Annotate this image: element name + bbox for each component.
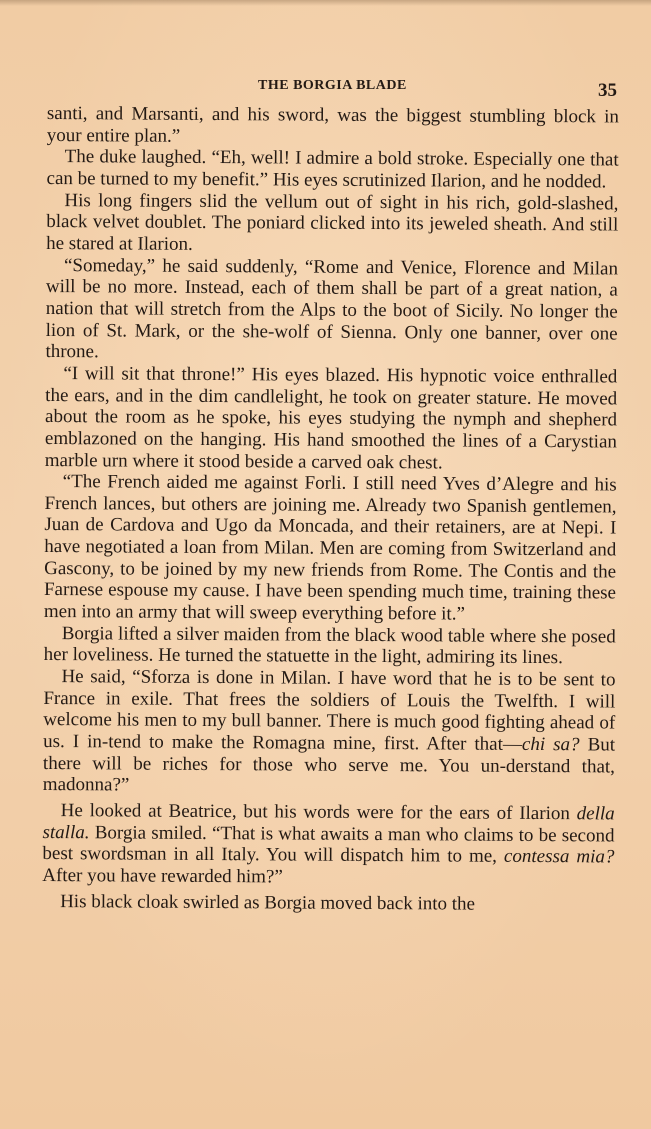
- paragraph-10: His black cloak swirled as Borgia moved back into the: [60, 890, 476, 915]
- page-number: 35: [598, 80, 617, 101]
- paragraph-8-italic: chi sa?: [521, 733, 580, 756]
- paragraph-9-part-e: After you have rewarded him?”: [42, 864, 283, 888]
- paragraph-8-part-a: He said, “Sforza is done in Milan. I have word that he is to be sent to France in exile. That frees the soldiers of Louis the Twelfth. I will welcome his men to my bull banner. There is much good fighting ahead of us. I in-tend to make the Romagna mine, first. After that—: [43, 666, 616, 755]
- paragraph-1: santi, and Marsanti, and his sword, was the biggest stumbling block in your entire plan.”: [46, 103, 619, 147]
- paragraph-9-part-a: He looked at Beatrice, but his words were for the ears of Ilarion: [60, 800, 577, 825]
- paragraph-8-part-c: But there will be riches for those who serve me. You un-derstand that, madonna?”: [42, 734, 616, 796]
- paragraph-8: [43, 666, 616, 799]
- paragraph-5: “I will sit that throne!” His eyes blazed. His hypnotic voice enthralled the ears, and in the dim candlelight, he took on greater stature. He moved about the room as he spoke, his eyes studying the nymph and shepherd emblazoned on the hanging. His hand smoothed the lines of a Carystian marble urn where it stood beside a carved oak chest.: [44, 362, 618, 473]
- paragraph-7: Borgia lifted a silver maiden from the black wood table where she posed her loveliness. He turned the statuette in the light, admiring its lines.: [43, 622, 616, 669]
- paragraph-4: “Someday,” he said suddenly, “Rome and Venice, Florence and Milan will be no more. Instead, each of them shall be part of a great nation, a nation that will stretch from the Alps to the boot of Sicily. No longer the lion of St. Mark, or the she-wolf of Sienna. Only one banner, over one throne.: [45, 254, 619, 363]
- paragraph-2: The duke laughed. “Eh, well! I admire a bold stroke. Especially one that can be turned to my benefit.” His eyes scrutinized Ilarion, and he nodded.: [46, 146, 619, 193]
- paragraph-6: “The French aided me against Forli. I still need Yves d’Alegre and his French lances, but others are joining me. Already two Spanish gentlemen, Juan de Cardova and Ugo da Moncada, and their retainers, are at Nepi. I have negotiated a loan from Milan. Men are coming from Switzerland and Gascony, to be joined by my new friends from Rome. The Contis and the Farnese espouse my cause. I have been spending much time, training these men into an army that will sweep everything before it.”: [43, 471, 617, 625]
- paragraph-3: His long fingers slid the vellum out of sight in his rich, gold-slashed, black velvet doublet. The poniard clicked into its jeweled sheath. And still he stared at Ilarion.: [46, 189, 619, 255]
- running-title: THE BORGIA BLADE: [258, 78, 407, 93]
- page-top-edge: [0, 0, 651, 6]
- paragraph-9-part-c: Borgia smiled. “That is what awaits a man who claims to be second best swordsman in all Italy. You will dispatch him to me,: [42, 821, 615, 868]
- body-text: [42, 103, 619, 916]
- paragraph-9-italic-2: contessa mia?: [503, 846, 615, 868]
- paragraph-9: [42, 800, 615, 890]
- paragraph-9-italic-1: della stalla.: [42, 803, 615, 843]
